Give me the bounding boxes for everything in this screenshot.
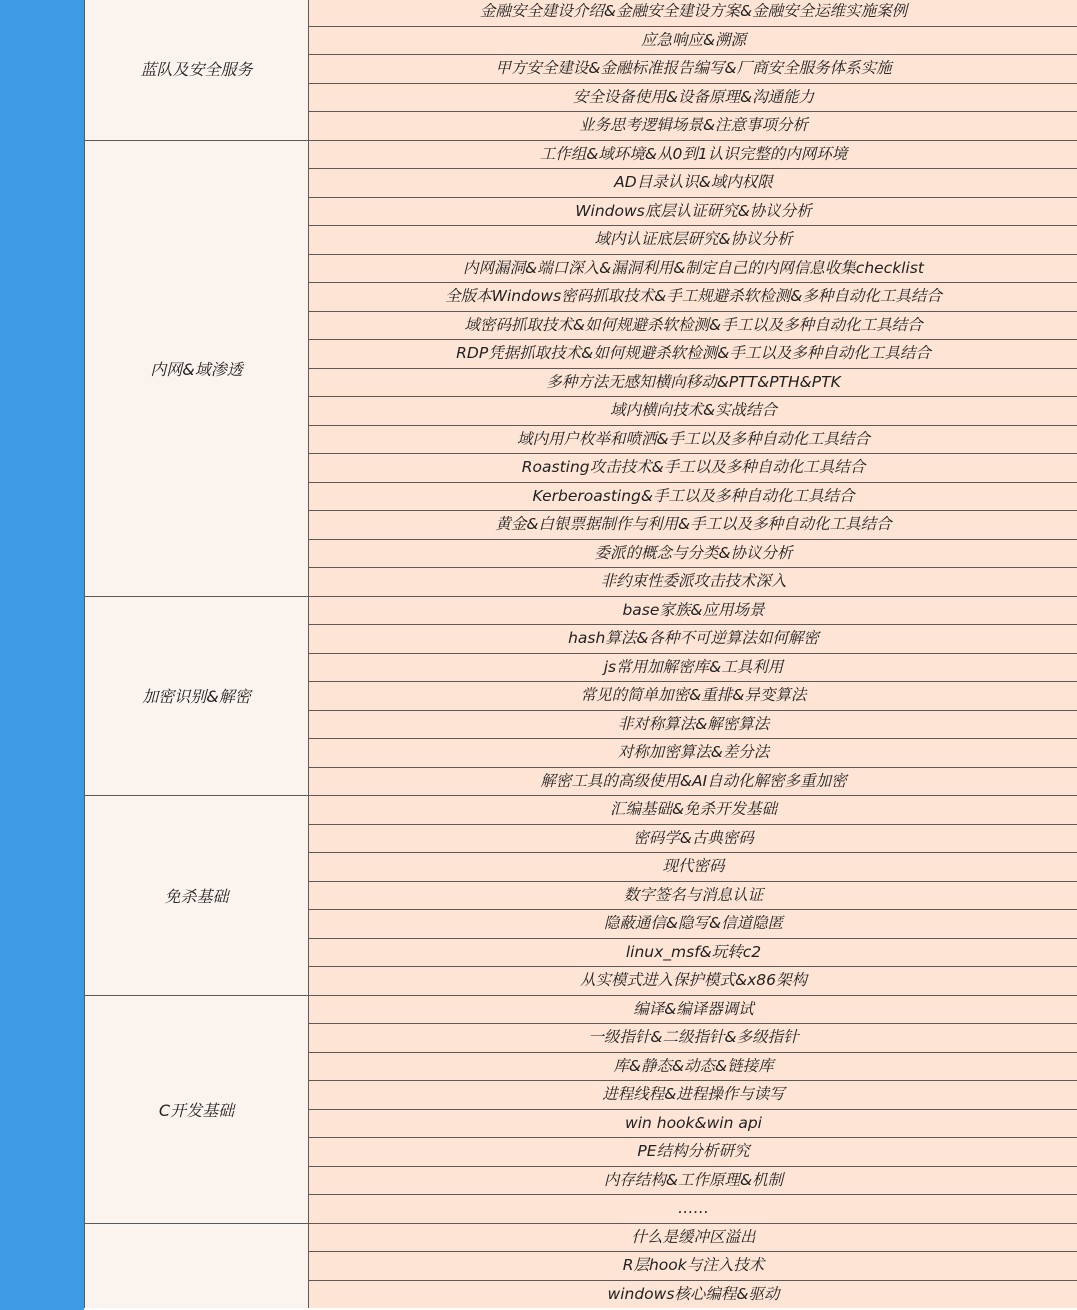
topic-row: Roasting攻击技术&手工以及多种自动化工具结合	[309, 453, 1077, 482]
topic-list	[309, 996, 1077, 1223]
topic-row: 编译&编译器调试	[309, 996, 1077, 1024]
topic-row: 非约束性委派攻击技术深入	[309, 567, 1077, 596]
topic-row: 数字签名与消息认证	[309, 881, 1077, 910]
topic-list	[309, 597, 1077, 796]
topic-row: PE结构分析研究	[309, 1137, 1077, 1166]
topic-row: 非对称算法&解密算法	[309, 710, 1077, 739]
topic-row: 什么是缓冲区溢出	[309, 1224, 1077, 1252]
curriculum-group	[85, 995, 1077, 1223]
topic-row: R层hook与注入技术	[309, 1251, 1077, 1280]
category-cell: 加密识别&解密	[85, 597, 309, 796]
topic-row: 内网漏洞&端口深入&漏洞利用&制定自己的内网信息收集checklist	[309, 254, 1077, 283]
topic-row: 一级指针&二级指针&多级指针	[309, 1023, 1077, 1052]
left-accent-bar	[0, 0, 84, 1310]
topic-row: 密码学&古典密码	[309, 824, 1077, 853]
category-cell: 免杀基础	[85, 796, 309, 995]
topic-row: 域内认证底层研究&协议分析	[309, 225, 1077, 254]
curriculum-group	[85, 596, 1077, 796]
topic-row: 现代密码	[309, 852, 1077, 881]
curriculum-table	[84, 0, 1077, 1308]
topic-row: 对称加密算法&差分法	[309, 738, 1077, 767]
curriculum-group	[85, 140, 1077, 596]
topic-row: RDP凭据抓取技术&如何规避杀软检测&手工以及多种自动化工具结合	[309, 339, 1077, 368]
topic-row: 安全设备使用&设备原理&沟通能力	[309, 83, 1077, 112]
topic-row: 应急响应&溯源	[309, 26, 1077, 55]
topic-row: 内存结构&工作原理&机制	[309, 1166, 1077, 1195]
topic-row: win hook&win api	[309, 1109, 1077, 1138]
curriculum-group	[85, 1223, 1077, 1309]
topic-row: 金融安全建设介绍&金融安全建设方案&金融安全运维实施案例	[309, 0, 1077, 26]
curriculum-group	[85, 795, 1077, 995]
category-cell	[85, 1224, 309, 1309]
topic-row: 域内横向技术&实战结合	[309, 396, 1077, 425]
topic-row: base家族&应用场景	[309, 597, 1077, 625]
topic-row: Kerberoasting&手工以及多种自动化工具结合	[309, 482, 1077, 511]
topic-row: 从实模式进入保护模式&x86架构	[309, 966, 1077, 995]
topic-row: 域密码抓取技术&如何规避杀软检测&手工以及多种自动化工具结合	[309, 311, 1077, 340]
topic-row: 常见的简单加密&重排&异变算法	[309, 681, 1077, 710]
topic-row: 进程线程&进程操作与读写	[309, 1080, 1077, 1109]
topic-row: js常用加解密库&工具利用	[309, 653, 1077, 682]
topic-row: 库&静态&动态&链接库	[309, 1052, 1077, 1081]
category-cell: C开发基础	[85, 996, 309, 1223]
topic-row: 汇编基础&免杀开发基础	[309, 796, 1077, 824]
topic-row: linux_msf&玩转c2	[309, 938, 1077, 967]
topic-row: 多种方法无感知横向移动&PTT&PTH&PTK	[309, 368, 1077, 397]
topic-list	[309, 0, 1077, 140]
category-cell: 内网&域渗透	[85, 141, 309, 596]
topic-row: 全版本Windows密码抓取技术&手工规避杀软检测&多种自动化工具结合	[309, 282, 1077, 311]
topic-row: AD目录认识&域内权限	[309, 168, 1077, 197]
topic-list	[309, 796, 1077, 995]
topic-row: Windows底层认证研究&协议分析	[309, 197, 1077, 226]
topic-row: 委派的概念与分类&协议分析	[309, 539, 1077, 568]
topic-row: 隐蔽通信&隐写&信道隐匿	[309, 909, 1077, 938]
topic-row: 甲方安全建设&金融标准报告编写&厂商安全服务体系实施	[309, 54, 1077, 83]
topic-row: hash算法&各种不可逆算法如何解密	[309, 624, 1077, 653]
topic-row: ……	[309, 1194, 1077, 1223]
category-cell: 蓝队及安全服务	[85, 0, 309, 140]
topic-row: windows核心编程&驱动	[309, 1280, 1077, 1309]
topic-list	[309, 141, 1077, 596]
topic-row: 解密工具的高级使用&AI自动化解密多重加密	[309, 767, 1077, 796]
topic-list	[309, 1224, 1077, 1309]
curriculum-group	[85, 0, 1077, 140]
topic-row: 工作组&域环境&从0到1认识完整的内网环境	[309, 141, 1077, 169]
topic-row: 业务思考逻辑场景&注意事项分析	[309, 111, 1077, 140]
topic-row: 黄金&白银票据制作与利用&手工以及多种自动化工具结合	[309, 510, 1077, 539]
topic-row: 域内用户枚举和喷洒&手工以及多种自动化工具结合	[309, 425, 1077, 454]
